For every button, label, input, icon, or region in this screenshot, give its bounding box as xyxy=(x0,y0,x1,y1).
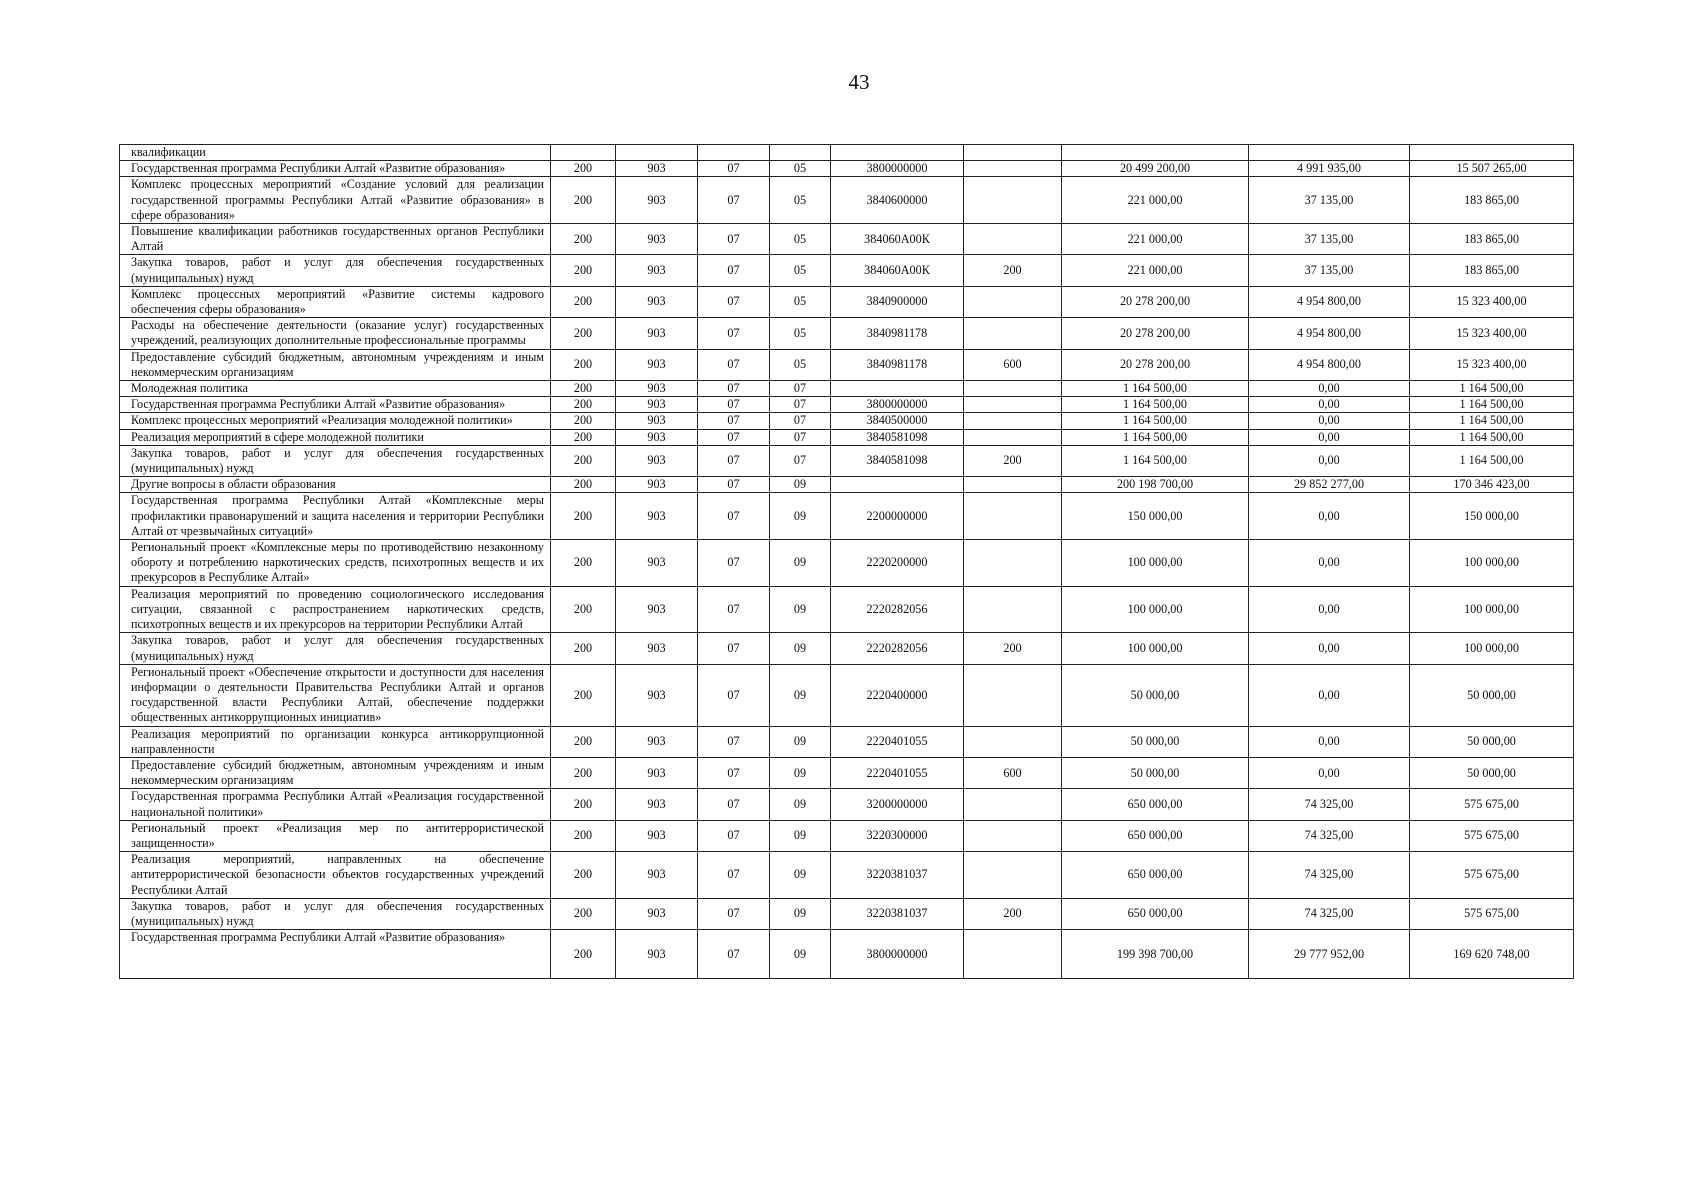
admin-code-cell: 200 xyxy=(551,930,616,979)
target-article-cell xyxy=(831,381,964,397)
section-cell: 07 xyxy=(698,493,770,540)
subsection-cell: 05 xyxy=(770,349,831,380)
expense-type-cell: 200 xyxy=(964,255,1062,286)
subsection-cell: 05 xyxy=(770,286,831,317)
regional-amount-cell: 575 675,00 xyxy=(1410,820,1574,851)
federal-amount-cell: 4 954 800,00 xyxy=(1249,286,1410,317)
item-name-cell: Региональный проект «Комплексные меры по противодействию незаконному обороту и потреблению наркотических средств, психотропных веществ и их прекурсоров в Республике Алтай» xyxy=(120,540,551,587)
regional-amount-cell: 50 000,00 xyxy=(1410,726,1574,757)
ministry-code-cell xyxy=(616,145,698,161)
ministry-code-cell: 903 xyxy=(616,898,698,929)
expense-type-cell: 200 xyxy=(964,445,1062,476)
total-amount-cell: 20 278 200,00 xyxy=(1062,318,1249,349)
subsection-cell: 09 xyxy=(770,664,831,726)
target-article-cell: 3840981178 xyxy=(831,349,964,380)
subsection-cell: 07 xyxy=(770,381,831,397)
regional-amount-cell: 50 000,00 xyxy=(1410,664,1574,726)
section-cell: 07 xyxy=(698,540,770,587)
ministry-code-cell: 903 xyxy=(616,586,698,633)
admin-code-cell: 200 xyxy=(551,397,616,413)
admin-code-cell: 200 xyxy=(551,757,616,788)
section-cell: 07 xyxy=(698,429,770,445)
table-row xyxy=(120,493,1574,540)
table-row xyxy=(120,633,1574,664)
expense-type-cell xyxy=(964,413,1062,429)
regional-amount-cell: 575 675,00 xyxy=(1410,852,1574,899)
section-cell: 07 xyxy=(698,664,770,726)
expense-type-cell xyxy=(964,586,1062,633)
target-article-cell: 2220401055 xyxy=(831,757,964,788)
table-row xyxy=(120,349,1574,380)
regional-amount-cell: 183 865,00 xyxy=(1410,255,1574,286)
item-name-cell: Государственная программа Республики Алтай «Развитие образования» xyxy=(120,161,551,177)
subsection-cell: 07 xyxy=(770,429,831,445)
item-name-cell: Закупка товаров, работ и услуг для обеспечения государственных (муниципальных) нужд xyxy=(120,255,551,286)
admin-code-cell: 200 xyxy=(551,477,616,493)
total-amount-cell: 1 164 500,00 xyxy=(1062,381,1249,397)
target-article-cell: 3800000000 xyxy=(831,161,964,177)
table-body xyxy=(120,145,1574,979)
total-amount-cell: 1 164 500,00 xyxy=(1062,397,1249,413)
regional-amount-cell: 1 164 500,00 xyxy=(1410,413,1574,429)
federal-amount-cell: 0,00 xyxy=(1249,413,1410,429)
regional-amount-cell: 50 000,00 xyxy=(1410,757,1574,788)
total-amount-cell: 50 000,00 xyxy=(1062,757,1249,788)
total-amount-cell: 650 000,00 xyxy=(1062,852,1249,899)
table-row xyxy=(120,789,1574,820)
page-number: 43 xyxy=(848,70,870,94)
subsection-cell: 09 xyxy=(770,789,831,820)
section-cell: 07 xyxy=(698,757,770,788)
ministry-code-cell: 903 xyxy=(616,349,698,380)
table-row xyxy=(120,757,1574,788)
ministry-code-cell: 903 xyxy=(616,445,698,476)
admin-code-cell: 200 xyxy=(551,429,616,445)
federal-amount-cell: 0,00 xyxy=(1249,429,1410,445)
expense-type-cell xyxy=(964,726,1062,757)
federal-amount-cell: 0,00 xyxy=(1249,445,1410,476)
table-row xyxy=(120,540,1574,587)
regional-amount-cell: 183 865,00 xyxy=(1410,224,1574,255)
item-name-cell: Закупка товаров, работ и услуг для обеспечения государственных (муниципальных) нужд xyxy=(120,898,551,929)
federal-amount-cell: 4 954 800,00 xyxy=(1249,318,1410,349)
section-cell: 07 xyxy=(698,633,770,664)
total-amount-cell: 100 000,00 xyxy=(1062,633,1249,664)
table-row xyxy=(120,286,1574,317)
target-article-cell xyxy=(831,477,964,493)
section-cell: 07 xyxy=(698,381,770,397)
total-amount-cell: 100 000,00 xyxy=(1062,540,1249,587)
target-article-cell: 2220401055 xyxy=(831,726,964,757)
target-article-cell: 2220400000 xyxy=(831,664,964,726)
total-amount-cell: 650 000,00 xyxy=(1062,820,1249,851)
expense-type-cell xyxy=(964,145,1062,161)
federal-amount-cell: 0,00 xyxy=(1249,397,1410,413)
admin-code-cell: 200 xyxy=(551,898,616,929)
expense-type-cell xyxy=(964,429,1062,445)
total-amount-cell: 100 000,00 xyxy=(1062,586,1249,633)
target-article-cell: 2200000000 xyxy=(831,493,964,540)
table-row xyxy=(120,397,1574,413)
total-amount-cell xyxy=(1062,145,1249,161)
section-cell: 07 xyxy=(698,930,770,979)
item-name-cell: Государственная программа Республики Алтай «Комплексные меры профилактики правонарушений и защита населения и территории Республики Алтай от чрезвычайных ситуаций» xyxy=(120,493,551,540)
admin-code-cell: 200 xyxy=(551,381,616,397)
federal-amount-cell: 0,00 xyxy=(1249,540,1410,587)
item-name-cell: Государственная программа Республики Алтай «Развитие образования» xyxy=(120,397,551,413)
admin-code-cell: 200 xyxy=(551,820,616,851)
target-article-cell xyxy=(831,145,964,161)
regional-amount-cell: 100 000,00 xyxy=(1410,540,1574,587)
admin-code-cell: 200 xyxy=(551,318,616,349)
regional-amount-cell xyxy=(1410,145,1574,161)
item-name-cell: Комплекс процессных мероприятий «Реализация молодежной политики» xyxy=(120,413,551,429)
admin-code-cell: 200 xyxy=(551,633,616,664)
section-cell: 07 xyxy=(698,445,770,476)
total-amount-cell: 20 499 200,00 xyxy=(1062,161,1249,177)
table-row xyxy=(120,477,1574,493)
expense-type-cell xyxy=(964,820,1062,851)
total-amount-cell: 221 000,00 xyxy=(1062,224,1249,255)
ministry-code-cell: 903 xyxy=(616,177,698,224)
subsection-cell: 09 xyxy=(770,540,831,587)
ministry-code-cell: 903 xyxy=(616,429,698,445)
ministry-code-cell: 903 xyxy=(616,413,698,429)
item-name-cell: Закупка товаров, работ и услуг для обеспечения государственных (муниципальных) нужд xyxy=(120,445,551,476)
ministry-code-cell: 903 xyxy=(616,161,698,177)
section-cell: 07 xyxy=(698,397,770,413)
total-amount-cell: 1 164 500,00 xyxy=(1062,413,1249,429)
table-row xyxy=(120,664,1574,726)
regional-amount-cell: 170 346 423,00 xyxy=(1410,477,1574,493)
regional-amount-cell: 150 000,00 xyxy=(1410,493,1574,540)
target-article-cell: 3840581098 xyxy=(831,429,964,445)
ministry-code-cell: 903 xyxy=(616,757,698,788)
item-name-cell: Реализация мероприятий, направленных на обеспечение антитеррористической безопасности объектов государственных учреждений Республики Алтай xyxy=(120,852,551,899)
regional-amount-cell: 575 675,00 xyxy=(1410,898,1574,929)
subsection-cell: 05 xyxy=(770,161,831,177)
subsection-cell: 09 xyxy=(770,726,831,757)
ministry-code-cell: 903 xyxy=(616,633,698,664)
expense-type-cell xyxy=(964,381,1062,397)
subsection-cell: 07 xyxy=(770,413,831,429)
target-article-cell: 3220300000 xyxy=(831,820,964,851)
admin-code-cell: 200 xyxy=(551,413,616,429)
expense-type-cell xyxy=(964,177,1062,224)
admin-code-cell: 200 xyxy=(551,493,616,540)
table-row xyxy=(120,145,1574,161)
table-row xyxy=(120,898,1574,929)
federal-amount-cell: 74 325,00 xyxy=(1249,789,1410,820)
subsection-cell: 07 xyxy=(770,445,831,476)
item-name-cell: Предоставление субсидий бюджетным, автономным учреждениям и иным некоммерческим организациям xyxy=(120,757,551,788)
table-row xyxy=(120,820,1574,851)
table-row xyxy=(120,224,1574,255)
table-row xyxy=(120,255,1574,286)
ministry-code-cell: 903 xyxy=(616,493,698,540)
ministry-code-cell: 903 xyxy=(616,540,698,587)
admin-code-cell: 200 xyxy=(551,664,616,726)
regional-amount-cell: 1 164 500,00 xyxy=(1410,445,1574,476)
table-row xyxy=(120,852,1574,899)
subsection-cell: 09 xyxy=(770,898,831,929)
target-article-cell: 3840981178 xyxy=(831,318,964,349)
section-cell: 07 xyxy=(698,161,770,177)
admin-code-cell: 200 xyxy=(551,286,616,317)
admin-code-cell: 200 xyxy=(551,161,616,177)
section-cell: 07 xyxy=(698,898,770,929)
admin-code-cell: 200 xyxy=(551,586,616,633)
total-amount-cell: 20 278 200,00 xyxy=(1062,349,1249,380)
table-row xyxy=(120,445,1574,476)
ministry-code-cell: 903 xyxy=(616,930,698,979)
section-cell: 07 xyxy=(698,477,770,493)
federal-amount-cell: 37 135,00 xyxy=(1249,224,1410,255)
admin-code-cell xyxy=(551,145,616,161)
table-row xyxy=(120,318,1574,349)
item-name-cell: Закупка товаров, работ и услуг для обеспечения государственных (муниципальных) нужд xyxy=(120,633,551,664)
item-name-cell: Повышение квалификации работников государственных органов Республики Алтай xyxy=(120,224,551,255)
regional-amount-cell: 169 620 748,00 xyxy=(1410,930,1574,979)
subsection-cell: 09 xyxy=(770,493,831,540)
regional-amount-cell: 15 323 400,00 xyxy=(1410,318,1574,349)
expense-type-cell: 600 xyxy=(964,349,1062,380)
item-name-cell: Расходы на обеспечение деятельности (оказание услуг) государственных учреждений, реализующих дополнительные профессиональные программы xyxy=(120,318,551,349)
section-cell: 07 xyxy=(698,852,770,899)
section-cell: 07 xyxy=(698,286,770,317)
admin-code-cell: 200 xyxy=(551,726,616,757)
subsection-cell: 09 xyxy=(770,586,831,633)
federal-amount-cell: 0,00 xyxy=(1249,381,1410,397)
expense-type-cell xyxy=(964,540,1062,587)
ministry-code-cell: 903 xyxy=(616,381,698,397)
subsection-cell xyxy=(770,145,831,161)
table-row xyxy=(120,429,1574,445)
expense-type-cell: 600 xyxy=(964,757,1062,788)
expense-type-cell xyxy=(964,789,1062,820)
target-article-cell: 2220282056 xyxy=(831,633,964,664)
federal-amount-cell: 74 325,00 xyxy=(1249,898,1410,929)
item-name-cell: Региональный проект «Реализация мер по антитеррористической защищенности» xyxy=(120,820,551,851)
item-name-cell: Комплекс процессных мероприятий «Создание условий для реализации государственной программы Республики Алтай «Развитие образования» в сфере образования» xyxy=(120,177,551,224)
expense-type-cell xyxy=(964,161,1062,177)
federal-amount-cell: 0,00 xyxy=(1249,633,1410,664)
subsection-cell: 09 xyxy=(770,852,831,899)
target-article-cell: 3840600000 xyxy=(831,177,964,224)
target-article-cell: 2220282056 xyxy=(831,586,964,633)
subsection-cell: 09 xyxy=(770,930,831,979)
regional-amount-cell: 100 000,00 xyxy=(1410,633,1574,664)
item-name-cell: Реализация мероприятий по проведению социологического исследования ситуации, связанной с распространением наркотических средств, психотропных веществ и их прекурсоров на территории Республики Алтай xyxy=(120,586,551,633)
federal-amount-cell: 74 325,00 xyxy=(1249,820,1410,851)
table-row xyxy=(120,726,1574,757)
subsection-cell: 05 xyxy=(770,255,831,286)
item-name-cell: Другие вопросы в области образования xyxy=(120,477,551,493)
expense-type-cell xyxy=(964,224,1062,255)
section-cell: 07 xyxy=(698,413,770,429)
ministry-code-cell: 903 xyxy=(616,664,698,726)
total-amount-cell: 650 000,00 xyxy=(1062,789,1249,820)
section-cell: 07 xyxy=(698,726,770,757)
item-name-cell: Молодежная политика xyxy=(120,381,551,397)
total-amount-cell: 221 000,00 xyxy=(1062,255,1249,286)
ministry-code-cell: 903 xyxy=(616,789,698,820)
federal-amount-cell: 4 991 935,00 xyxy=(1249,161,1410,177)
expense-type-cell: 200 xyxy=(964,633,1062,664)
table-row xyxy=(120,586,1574,633)
regional-amount-cell: 15 323 400,00 xyxy=(1410,286,1574,317)
item-name-cell: квалификации xyxy=(120,145,551,161)
total-amount-cell: 650 000,00 xyxy=(1062,898,1249,929)
section-cell: 07 xyxy=(698,255,770,286)
admin-code-cell: 200 xyxy=(551,540,616,587)
ministry-code-cell: 903 xyxy=(616,726,698,757)
item-name-cell: Государственная программа Республики Алтай «Реализация государственной национальной политики» xyxy=(120,789,551,820)
section-cell: 07 xyxy=(698,820,770,851)
admin-code-cell: 200 xyxy=(551,224,616,255)
target-article-cell: 3840900000 xyxy=(831,286,964,317)
target-article-cell: 3840581098 xyxy=(831,445,964,476)
federal-amount-cell: 74 325,00 xyxy=(1249,852,1410,899)
admin-code-cell: 200 xyxy=(551,852,616,899)
item-name-cell: Государственная программа Республики Алтай «Развитие образования» xyxy=(120,930,551,979)
target-article-cell: 3800000000 xyxy=(831,397,964,413)
target-article-cell: 384060А00К xyxy=(831,224,964,255)
target-article-cell: 3840500000 xyxy=(831,413,964,429)
ministry-code-cell: 903 xyxy=(616,477,698,493)
expense-type-cell: 200 xyxy=(964,898,1062,929)
federal-amount-cell: 29 777 952,00 xyxy=(1249,930,1410,979)
expense-type-cell xyxy=(964,664,1062,726)
subsection-cell: 09 xyxy=(770,633,831,664)
table-row xyxy=(120,161,1574,177)
total-amount-cell: 1 164 500,00 xyxy=(1062,429,1249,445)
expense-type-cell xyxy=(964,286,1062,317)
federal-amount-cell: 0,00 xyxy=(1249,493,1410,540)
ministry-code-cell: 903 xyxy=(616,820,698,851)
item-name-cell: Региональный проект «Обеспечение открытости и доступности для населения информации о деятельности Правительства Республики Алтай и органов государственной власти Республики Алтай, обеспечение поддержки общественных антикоррупционных инициатив» xyxy=(120,664,551,726)
regional-amount-cell: 575 675,00 xyxy=(1410,789,1574,820)
ministry-code-cell: 903 xyxy=(616,224,698,255)
federal-amount-cell: 29 852 277,00 xyxy=(1249,477,1410,493)
federal-amount-cell: 0,00 xyxy=(1249,664,1410,726)
item-name-cell: Предоставление субсидий бюджетным, автономным учреждениям и иным некоммерческим организациям xyxy=(120,349,551,380)
ministry-code-cell: 903 xyxy=(616,397,698,413)
total-amount-cell: 150 000,00 xyxy=(1062,493,1249,540)
federal-amount-cell: 0,00 xyxy=(1249,586,1410,633)
subsection-cell: 09 xyxy=(770,757,831,788)
regional-amount-cell: 1 164 500,00 xyxy=(1410,397,1574,413)
total-amount-cell: 50 000,00 xyxy=(1062,726,1249,757)
subsection-cell: 05 xyxy=(770,224,831,255)
ministry-code-cell: 903 xyxy=(616,318,698,349)
section-cell xyxy=(698,145,770,161)
ministry-code-cell: 903 xyxy=(616,255,698,286)
regional-amount-cell: 15 323 400,00 xyxy=(1410,349,1574,380)
regional-amount-cell: 1 164 500,00 xyxy=(1410,429,1574,445)
total-amount-cell: 221 000,00 xyxy=(1062,177,1249,224)
expense-type-cell xyxy=(964,852,1062,899)
expense-type-cell xyxy=(964,477,1062,493)
section-cell: 07 xyxy=(698,586,770,633)
subsection-cell: 07 xyxy=(770,397,831,413)
total-amount-cell: 1 164 500,00 xyxy=(1062,445,1249,476)
section-cell: 07 xyxy=(698,349,770,380)
section-cell: 07 xyxy=(698,789,770,820)
ministry-code-cell: 903 xyxy=(616,852,698,899)
subsection-cell: 05 xyxy=(770,318,831,349)
federal-amount-cell xyxy=(1249,145,1410,161)
admin-code-cell: 200 xyxy=(551,789,616,820)
total-amount-cell: 199 398 700,00 xyxy=(1062,930,1249,979)
table-row xyxy=(120,177,1574,224)
ministry-code-cell: 903 xyxy=(616,286,698,317)
expense-type-cell xyxy=(964,930,1062,979)
item-name-cell: Комплекс процессных мероприятий «Развитие системы кадрового обеспечения сферы образования» xyxy=(120,286,551,317)
target-article-cell: 3220381037 xyxy=(831,852,964,899)
federal-amount-cell: 4 954 800,00 xyxy=(1249,349,1410,380)
section-cell: 07 xyxy=(698,318,770,349)
section-cell: 07 xyxy=(698,177,770,224)
table-row xyxy=(120,930,1574,979)
subsection-cell: 05 xyxy=(770,177,831,224)
total-amount-cell: 20 278 200,00 xyxy=(1062,286,1249,317)
regional-amount-cell: 15 507 265,00 xyxy=(1410,161,1574,177)
subsection-cell: 09 xyxy=(770,820,831,851)
item-name-cell: Реализация мероприятий по организации конкурса антикоррупционной направленности xyxy=(120,726,551,757)
federal-amount-cell: 37 135,00 xyxy=(1249,177,1410,224)
federal-amount-cell: 0,00 xyxy=(1249,757,1410,788)
target-article-cell: 3800000000 xyxy=(831,930,964,979)
target-article-cell: 3200000000 xyxy=(831,789,964,820)
target-article-cell: 3220381037 xyxy=(831,898,964,929)
federal-amount-cell: 0,00 xyxy=(1249,726,1410,757)
expense-type-cell xyxy=(964,493,1062,540)
federal-amount-cell: 37 135,00 xyxy=(1249,255,1410,286)
total-amount-cell: 50 000,00 xyxy=(1062,664,1249,726)
item-name-cell: Реализация мероприятий в сфере молодежной политики xyxy=(120,429,551,445)
section-cell: 07 xyxy=(698,224,770,255)
regional-amount-cell: 183 865,00 xyxy=(1410,177,1574,224)
budget-table xyxy=(119,144,1574,979)
regional-amount-cell: 100 000,00 xyxy=(1410,586,1574,633)
expense-type-cell xyxy=(964,397,1062,413)
admin-code-cell: 200 xyxy=(551,349,616,380)
admin-code-cell: 200 xyxy=(551,255,616,286)
table-row xyxy=(120,413,1574,429)
expense-type-cell xyxy=(964,318,1062,349)
regional-amount-cell: 1 164 500,00 xyxy=(1410,381,1574,397)
admin-code-cell: 200 xyxy=(551,445,616,476)
table-row xyxy=(120,381,1574,397)
target-article-cell: 2220200000 xyxy=(831,540,964,587)
admin-code-cell: 200 xyxy=(551,177,616,224)
subsection-cell: 09 xyxy=(770,477,831,493)
target-article-cell: 384060А00К xyxy=(831,255,964,286)
total-amount-cell: 200 198 700,00 xyxy=(1062,477,1249,493)
